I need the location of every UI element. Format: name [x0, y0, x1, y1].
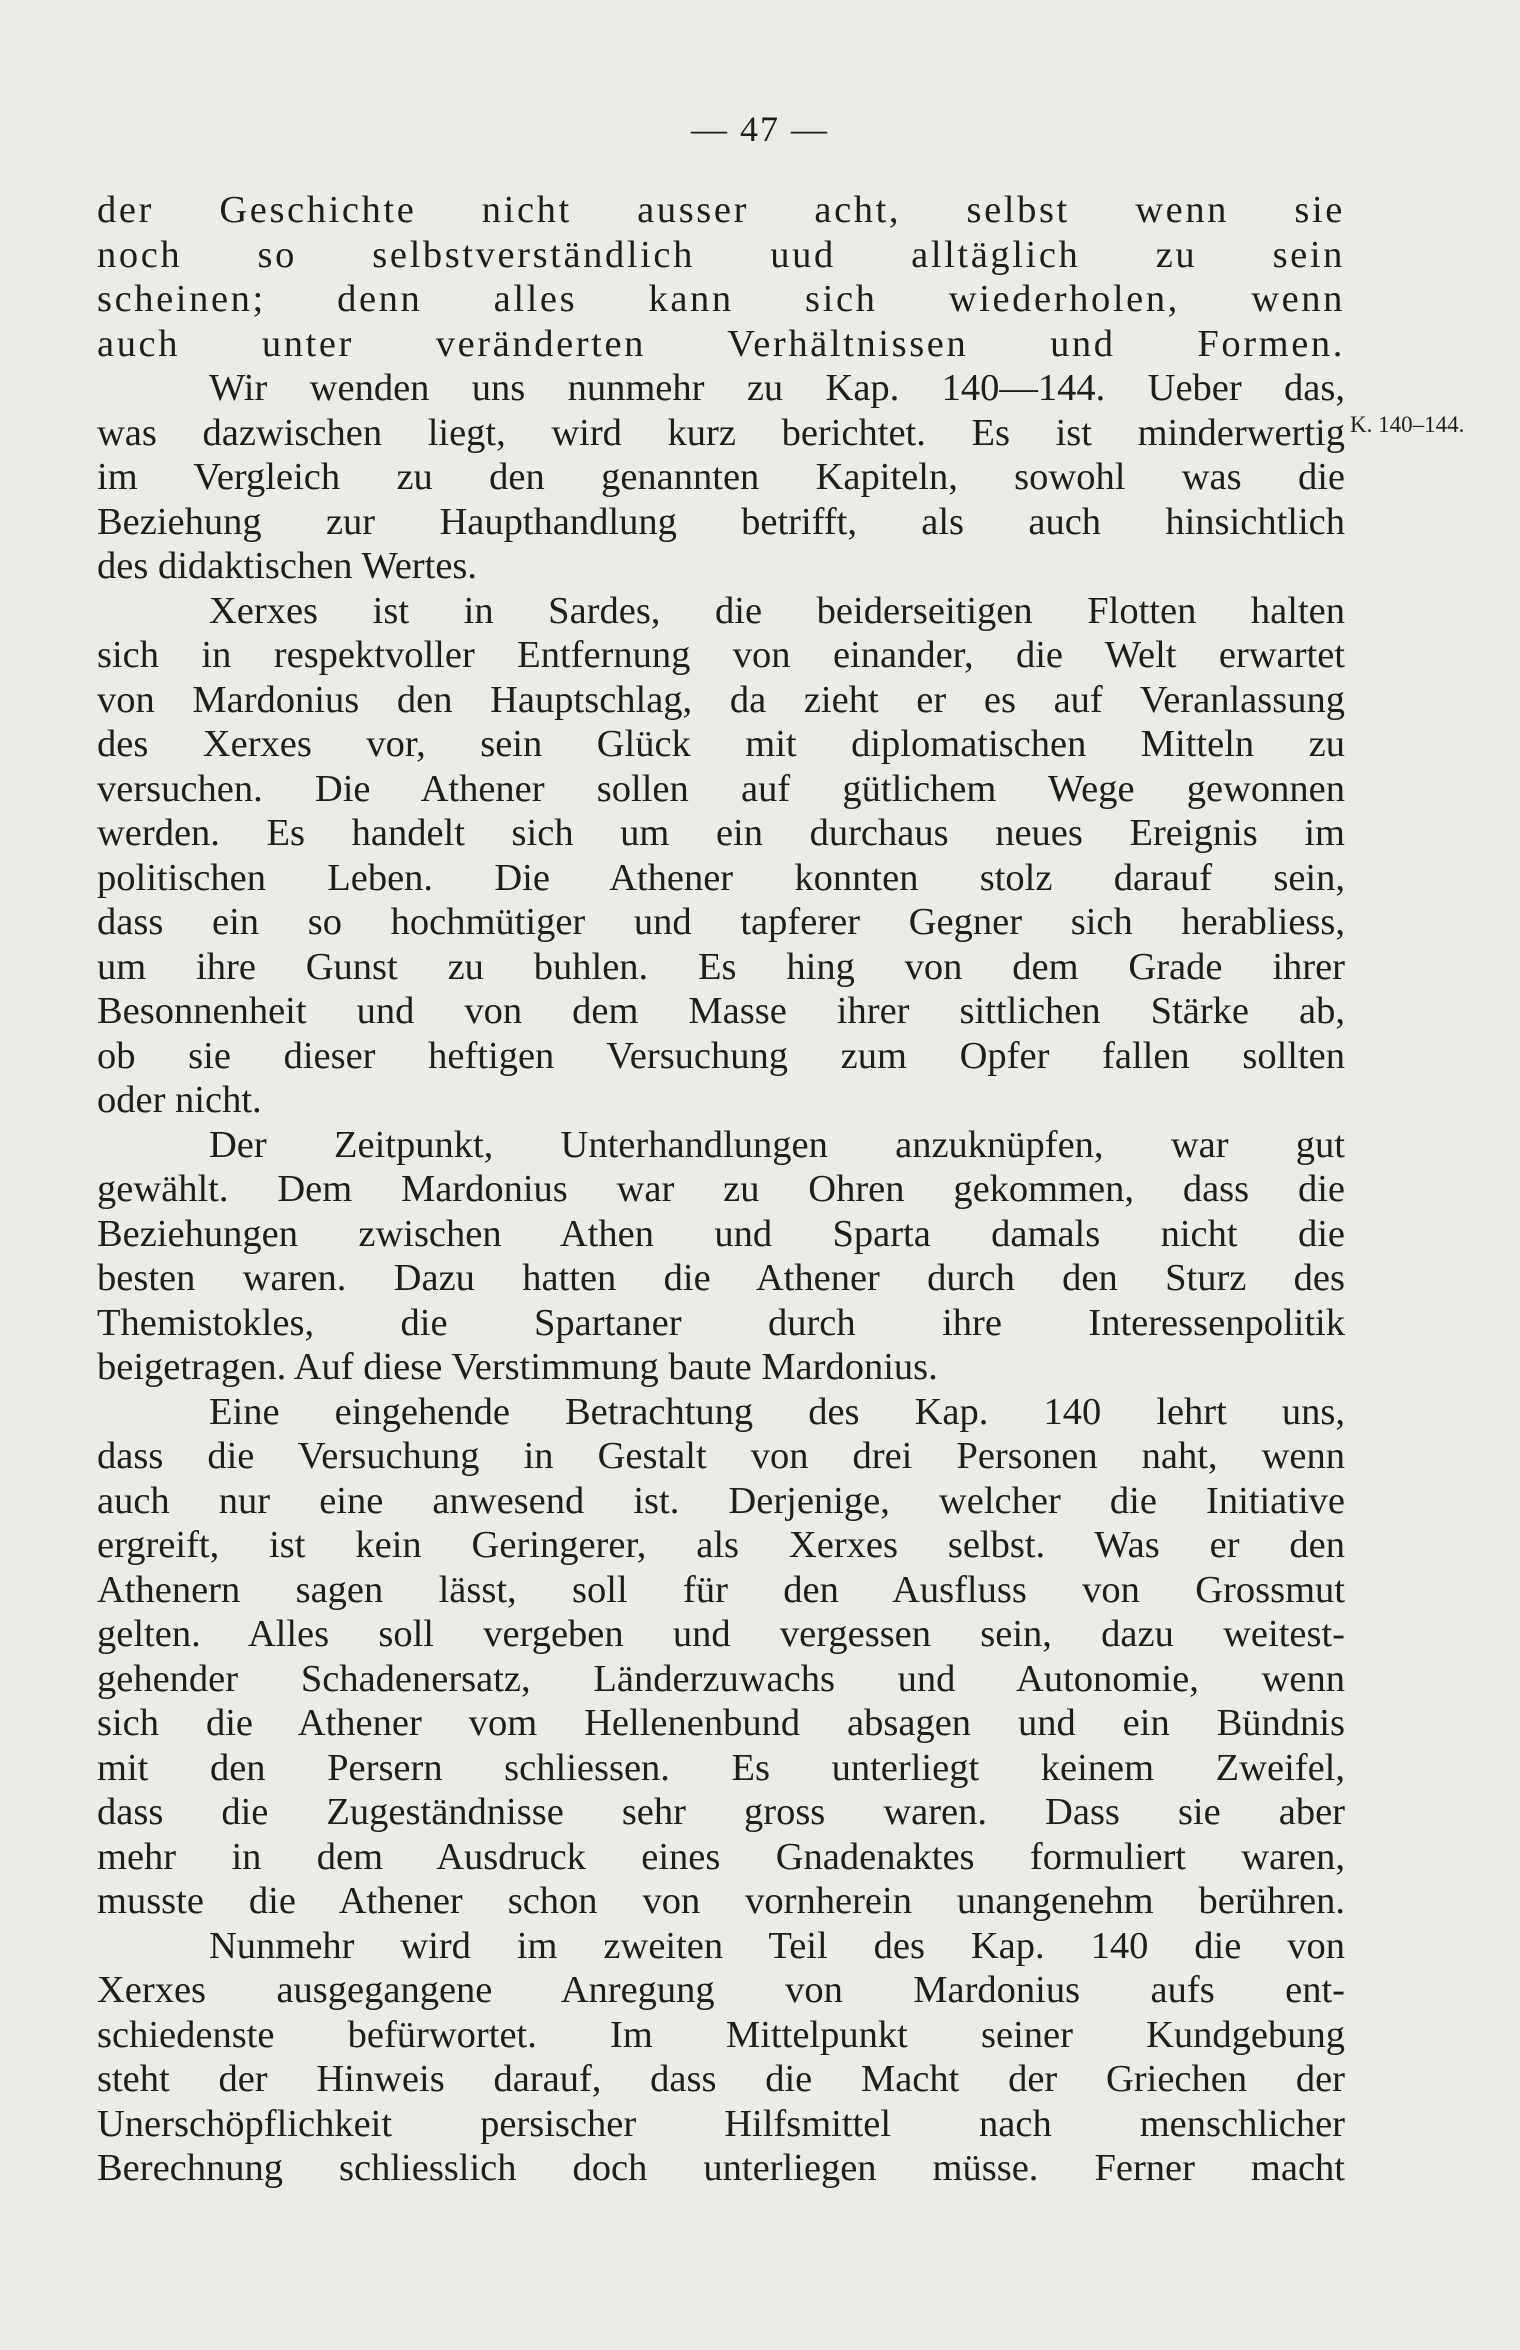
- text-line: ob sie dieser heftigen Versuchung zum Opfer fallen sollten: [97, 1034, 1345, 1077]
- text-line: Der Zeitpunkt, Unterhandlungen anzuknüpfen, war gut: [209, 1123, 1345, 1166]
- text-line: noch so selbstverständlich uud alltäglich zu sein: [97, 233, 1345, 276]
- text-line: Beziehungen zwischen Athen und Sparta damals nicht die: [97, 1212, 1345, 1255]
- text-line: Wir wenden uns nunmehr zu Kap. 140—144. Ueber das,: [209, 367, 1345, 409]
- text-line: des Xerxes vor, sein Glück mit diplomatischen Mitteln zu: [97, 723, 1345, 765]
- text-line: werden. Es handelt sich um ein durchaus neues Ereignis im: [97, 812, 1345, 854]
- text-line: beigetragen. Auf diese Verstimmung baute Mardonius.: [97, 1346, 938, 1388]
- text-line: mehr in dem Ausdruck eines Gnadenaktes formuliert waren,: [97, 1835, 1345, 1878]
- text-line: ergreift, ist kein Geringerer, als Xerxes selbst. Was er den: [97, 1524, 1345, 1566]
- text-line: mit den Persern schliessen. Es unterliegt keinem Zweifel,: [97, 1746, 1345, 1789]
- text-line: scheinen; denn alles kann sich wiederholen, wenn: [97, 278, 1345, 320]
- text-line: dass die Zugeständnisse sehr gross waren. Dass sie aber: [97, 1791, 1345, 1833]
- text-line: gelten. Alles soll vergeben und vergessen sein, dazu weitest-: [97, 1613, 1345, 1655]
- text-line: Besonnenheit und von dem Masse ihrer sittlichen Stärke ab,: [97, 990, 1345, 1032]
- text-line: gehender Schadenersatz, Länderzuwachs und Autonomie, wenn: [97, 1657, 1345, 1700]
- text-line: Xerxes ausgegangene Anregung von Mardonius aufs ent-: [97, 1969, 1345, 2011]
- text-line: sich die Athener vom Hellenenbund absagen und ein Bündnis: [97, 1702, 1345, 1744]
- text-line: Eine eingehende Betrachtung des Kap. 140 lehrt uns,: [209, 1390, 1345, 1433]
- text-line: schiedenste befürwortet. Im Mittelpunkt seiner Kundgebung: [97, 2013, 1345, 2056]
- margin-note: K. 140–144.: [1350, 412, 1465, 437]
- text-line: Berechnung schliesslich doch unterliegen müsse. Ferner macht: [97, 2147, 1345, 2189]
- text-line: steht der Hinweis darauf, dass die Macht der Griechen der: [97, 2058, 1345, 2100]
- text-line: Athenern sagen lässt, soll für den Ausfluss von Grossmut: [97, 1568, 1345, 1611]
- text-line: sich in respektvoller Entfernung von einander, die Welt erwartet: [97, 634, 1345, 676]
- text-line: besten waren. Dazu hatten die Athener durch den Sturz des: [97, 1257, 1345, 1299]
- text-line: Themistokles, die Spartaner durch ihre Interessenpolitik: [97, 1301, 1345, 1344]
- text-line: im Vergleich zu den genannten Kapiteln, sowohl was die: [97, 456, 1345, 498]
- page-number: — 47 —: [691, 109, 829, 149]
- text-line: des didaktischen Wertes.: [97, 545, 478, 587]
- text-line: versuchen. Die Athener sollen auf gütlichem Wege gewonnen: [97, 767, 1345, 810]
- text-line: Nunmehr wird im zweiten Teil des Kap. 140 die von: [209, 1924, 1345, 1967]
- text-line: dass die Versuchung in Gestalt von drei Personen naht, wenn: [97, 1435, 1345, 1477]
- text-line: um ihre Gunst zu buhlen. Es hing von dem Grade ihrer: [97, 945, 1345, 988]
- text-line: von Mardonius den Hauptschlag, da zieht er es auf Veranlassung: [97, 678, 1345, 721]
- text-line: auch unter veränderten Verhältnissen und Formen.: [97, 322, 1345, 365]
- text-line: auch nur eine anwesend ist. Derjenige, welcher die Initiative: [97, 1479, 1345, 1522]
- text-line: gewählt. Dem Mardonius war zu Ohren gekommen, dass die: [97, 1168, 1345, 1210]
- body-text: [97, 188, 1345, 2191]
- text-line: dass ein so hochmütiger und tapferer Gegner sich herabliess,: [97, 901, 1345, 943]
- text-line: musste die Athener schon von vornherein unangenehm berühren.: [97, 1880, 1345, 1922]
- text-line: Beziehung zur Haupthandlung betrifft, als auch hinsichtlich: [97, 500, 1345, 543]
- text-line: was dazwischen liegt, wird kurz berichtet. Es ist minderwertig: [97, 411, 1345, 454]
- text-line: Unerschöpflichkeit persischer Hilfsmittel nach menschlicher: [97, 2102, 1345, 2145]
- text-line: politischen Leben. Die Athener konnten stolz darauf sein,: [97, 856, 1345, 899]
- text-line: Xerxes ist in Sardes, die beiderseitigen Flotten halten: [209, 589, 1345, 632]
- text-line: der Geschichte nicht ausser acht, selbst wenn sie: [97, 189, 1345, 231]
- text-line: oder nicht.: [97, 1079, 262, 1121]
